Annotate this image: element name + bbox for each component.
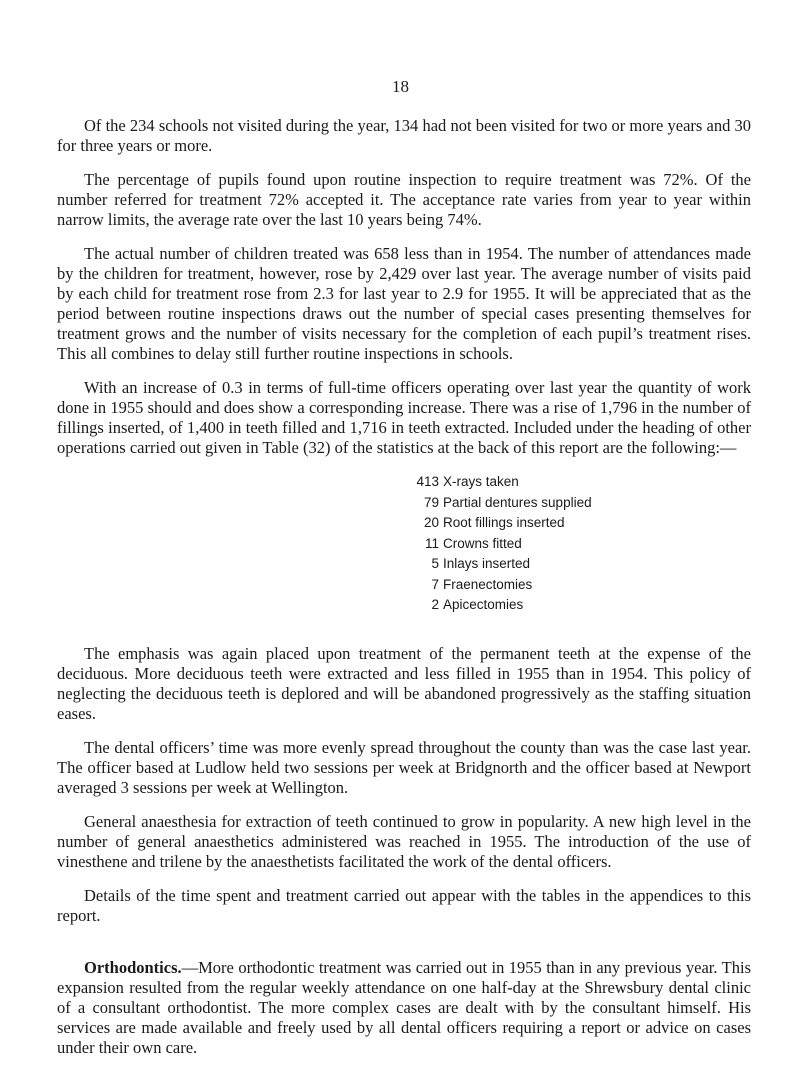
list-item: 20 Root fillings inserted <box>423 515 565 530</box>
list-item: 2 Apicectomies <box>431 597 524 612</box>
paragraph-work-increase: With an increase of 0.3 in terms of full-time officers operating over last year the quantity of work done in 1955 should and does show a corresponding increase. There was a rise of 1,796 in the number of fillings inserted, of 1,400 in teeth filled and 1,716 in teeth extracted. Included under the heading of other operations carried out given in Table (32) of the statistics at the back of this report are the following:— <box>57 378 751 457</box>
paragraph-details-appendices: Details of the time spent and treatment carried out appear with the tables in the appendices to this report. <box>57 885 751 925</box>
paragraph-orthodontics <box>57 958 751 1058</box>
paragraph-general-anaesthesia: General anaesthesia for extraction of teeth continued to grow in popularity. A new high level in the number of general anaesthetics administered was reached in 1955. The introduction of the use of vinesthene and trilene by the anaesthetists facilitated the work of the dental officers. <box>57 811 751 871</box>
list-item: 79 Partial dentures supplied <box>423 494 592 510</box>
list-item: 5 Inlays inserted <box>431 556 531 571</box>
page-number: 18 <box>392 77 409 96</box>
paragraph-officers-time: The dental officers’ time was more evenly spread throughout the county than was the case last year. The officer based at Ludlow held two sessions per week at Bridgnorth and the officer based at Newport averaged 3 sessions per week at Wellington. <box>57 737 751 797</box>
paragraph-treatment-percentage: The percentage of pupils found upon routine inspection to require treatment was 72%. Of the number referred for treatment 72% accepted it. The acceptance rate varies from year to year within narrow limits, the average rate over the last 10 years being 74%. <box>57 170 751 229</box>
section-spacer <box>57 940 751 958</box>
paragraph-permanent-teeth: The emphasis was again placed upon treatment of the permanent teeth at the expense of the deciduous. More deciduous teeth were extracted and less filled in 1955 than in 1954. This policy of neglecting the deciduous teeth is deplored and will be abandoned progressively as the staffing situation eases. <box>57 643 751 723</box>
list-item: 413 X-rays taken <box>416 474 519 489</box>
orthodontics-heading: Orthodontics. <box>84 957 182 977</box>
paragraph-children-treated: The actual number of children treated was 658 less than in 1954. The number of attendances made by the children for treatment, however, rose by 2,429 over last year. The average number of visits paid by each child for treatment rose from 2.3 for last year to 2.9 for 1955. It will be appreciated that as the period between routine inspections draws out the number of special cases presenting themselves for treatment grows and the number of visits necessary for the completion of each pupil’s treatment rises. This all combines to delay still further routine inspections in schools. <box>57 244 751 363</box>
list-item: 7 Fraenectomies <box>431 576 533 592</box>
operations-list <box>413 472 751 616</box>
page-body <box>57 116 751 1072</box>
list-item: 11 Crowns fitted <box>424 535 522 551</box>
orthodontics-text: —More orthodontic treatment was carried out in 1955 than in any previous year. This expansion resulted from the regular weekly attendance on one half-day at the Shrewsbury dental clinic of a consultant orthodontist. The more complex cases are dealt with by the consultant himself. His services are made available and freely used by all dental officers requiring a report or advice on cases under their own care. <box>57 957 751 1057</box>
paragraph-schools-not-visited: Of the 234 schools not visited during the year, 134 had not been visited for two or more years and 30 for three years or more. <box>57 116 751 155</box>
